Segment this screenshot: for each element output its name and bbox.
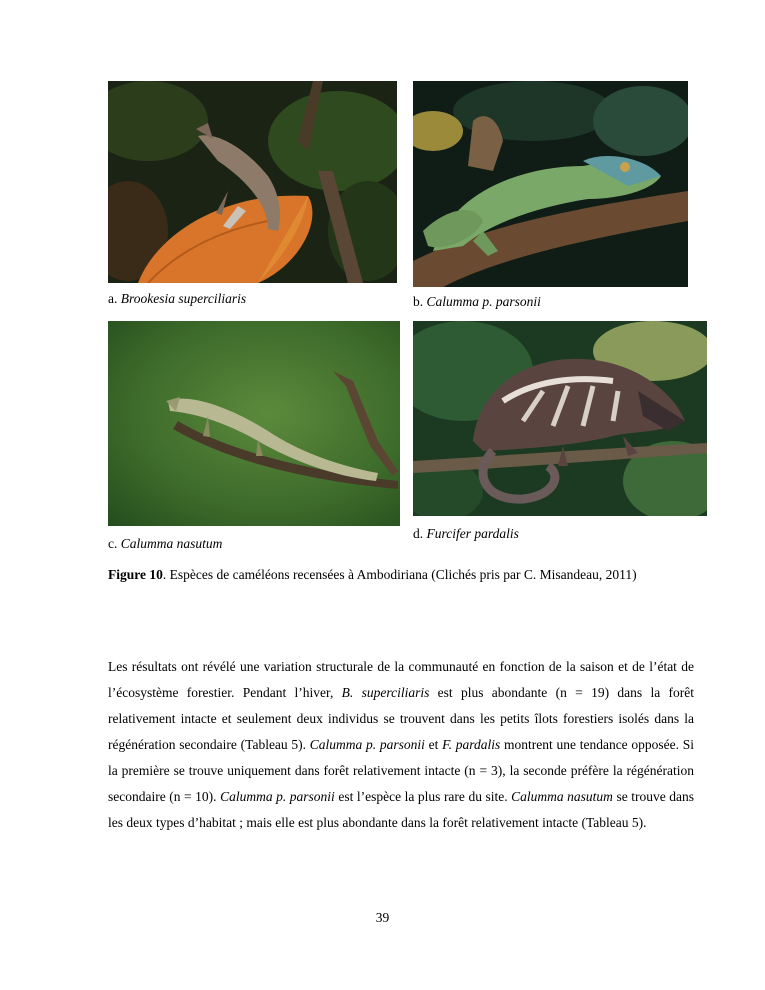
- paragraph-segment: est l’espèce la plus rare du site.: [334, 789, 512, 804]
- photo-furcifer-pardalis: [413, 321, 707, 516]
- species-name: Calumma p. parsonii: [309, 737, 425, 752]
- figure-caption-text: . Espèces de caméléons recensées à Ambodiriana (Clichés pris par C. Misandeau, 2011): [162, 567, 637, 582]
- caption-c: [108, 536, 222, 552]
- species-name: B. superciliaris: [341, 685, 430, 700]
- caption-c-species: Calumma nasutum: [120, 536, 223, 551]
- caption-d: [413, 526, 519, 542]
- paragraph-segment: Les résultats ont révélé une variation structurale de la communauté en fonction de la saison et de l’état de l’écosystème forestier. Pendant l’hiver,: [108, 659, 694, 700]
- caption-b: [413, 294, 541, 310]
- species-name: F. pardalis: [442, 737, 501, 752]
- figure-label: Figure 10: [108, 567, 163, 582]
- figure-caption: [108, 562, 694, 588]
- body-paragraph: [108, 654, 694, 836]
- species-name: Calumma nasutum: [511, 789, 613, 804]
- caption-a: [108, 291, 246, 307]
- paragraph-segment: est plus abondante (n = 19) dans la forêt relativement intacte et seulement deux individus se trouvent dans les petits îlots forestiers isolés dans la régénération secondaire (Tableau 5).: [108, 685, 695, 752]
- paragraph-segment: montrent une tendance opposée. Si la première se trouve uniquement dans forêt relativement intacte (n = 3), la seconde préfère la régénération secondaire (n = 10).: [108, 737, 695, 804]
- paragraph-segment: et: [424, 737, 443, 752]
- photo-calumma-nasutum: [108, 321, 400, 526]
- caption-d-letter: d.: [413, 526, 424, 541]
- caption-a-letter: a.: [108, 291, 118, 306]
- caption-b-letter: b.: [413, 294, 424, 309]
- paragraph-segment: se trouve dans les deux types d’habitat ; mais elle est plus abondante dans la forêt relativement intacte (Tableau 5).: [108, 789, 695, 830]
- photo-calumma-parsonii: [413, 81, 688, 287]
- paragraph: [108, 654, 694, 836]
- caption-b-species: Calumma p. parsonii: [426, 294, 541, 309]
- caption-d-species: Furcifer pardalis: [426, 526, 519, 541]
- photo-brookesia-superciliaris: [108, 81, 397, 283]
- caption-a-species: Brookesia superciliaris: [120, 291, 247, 306]
- caption-c-letter: c.: [108, 536, 118, 551]
- page-number: 39: [375, 910, 390, 925]
- species-name: Calumma p. parsonii: [220, 789, 335, 804]
